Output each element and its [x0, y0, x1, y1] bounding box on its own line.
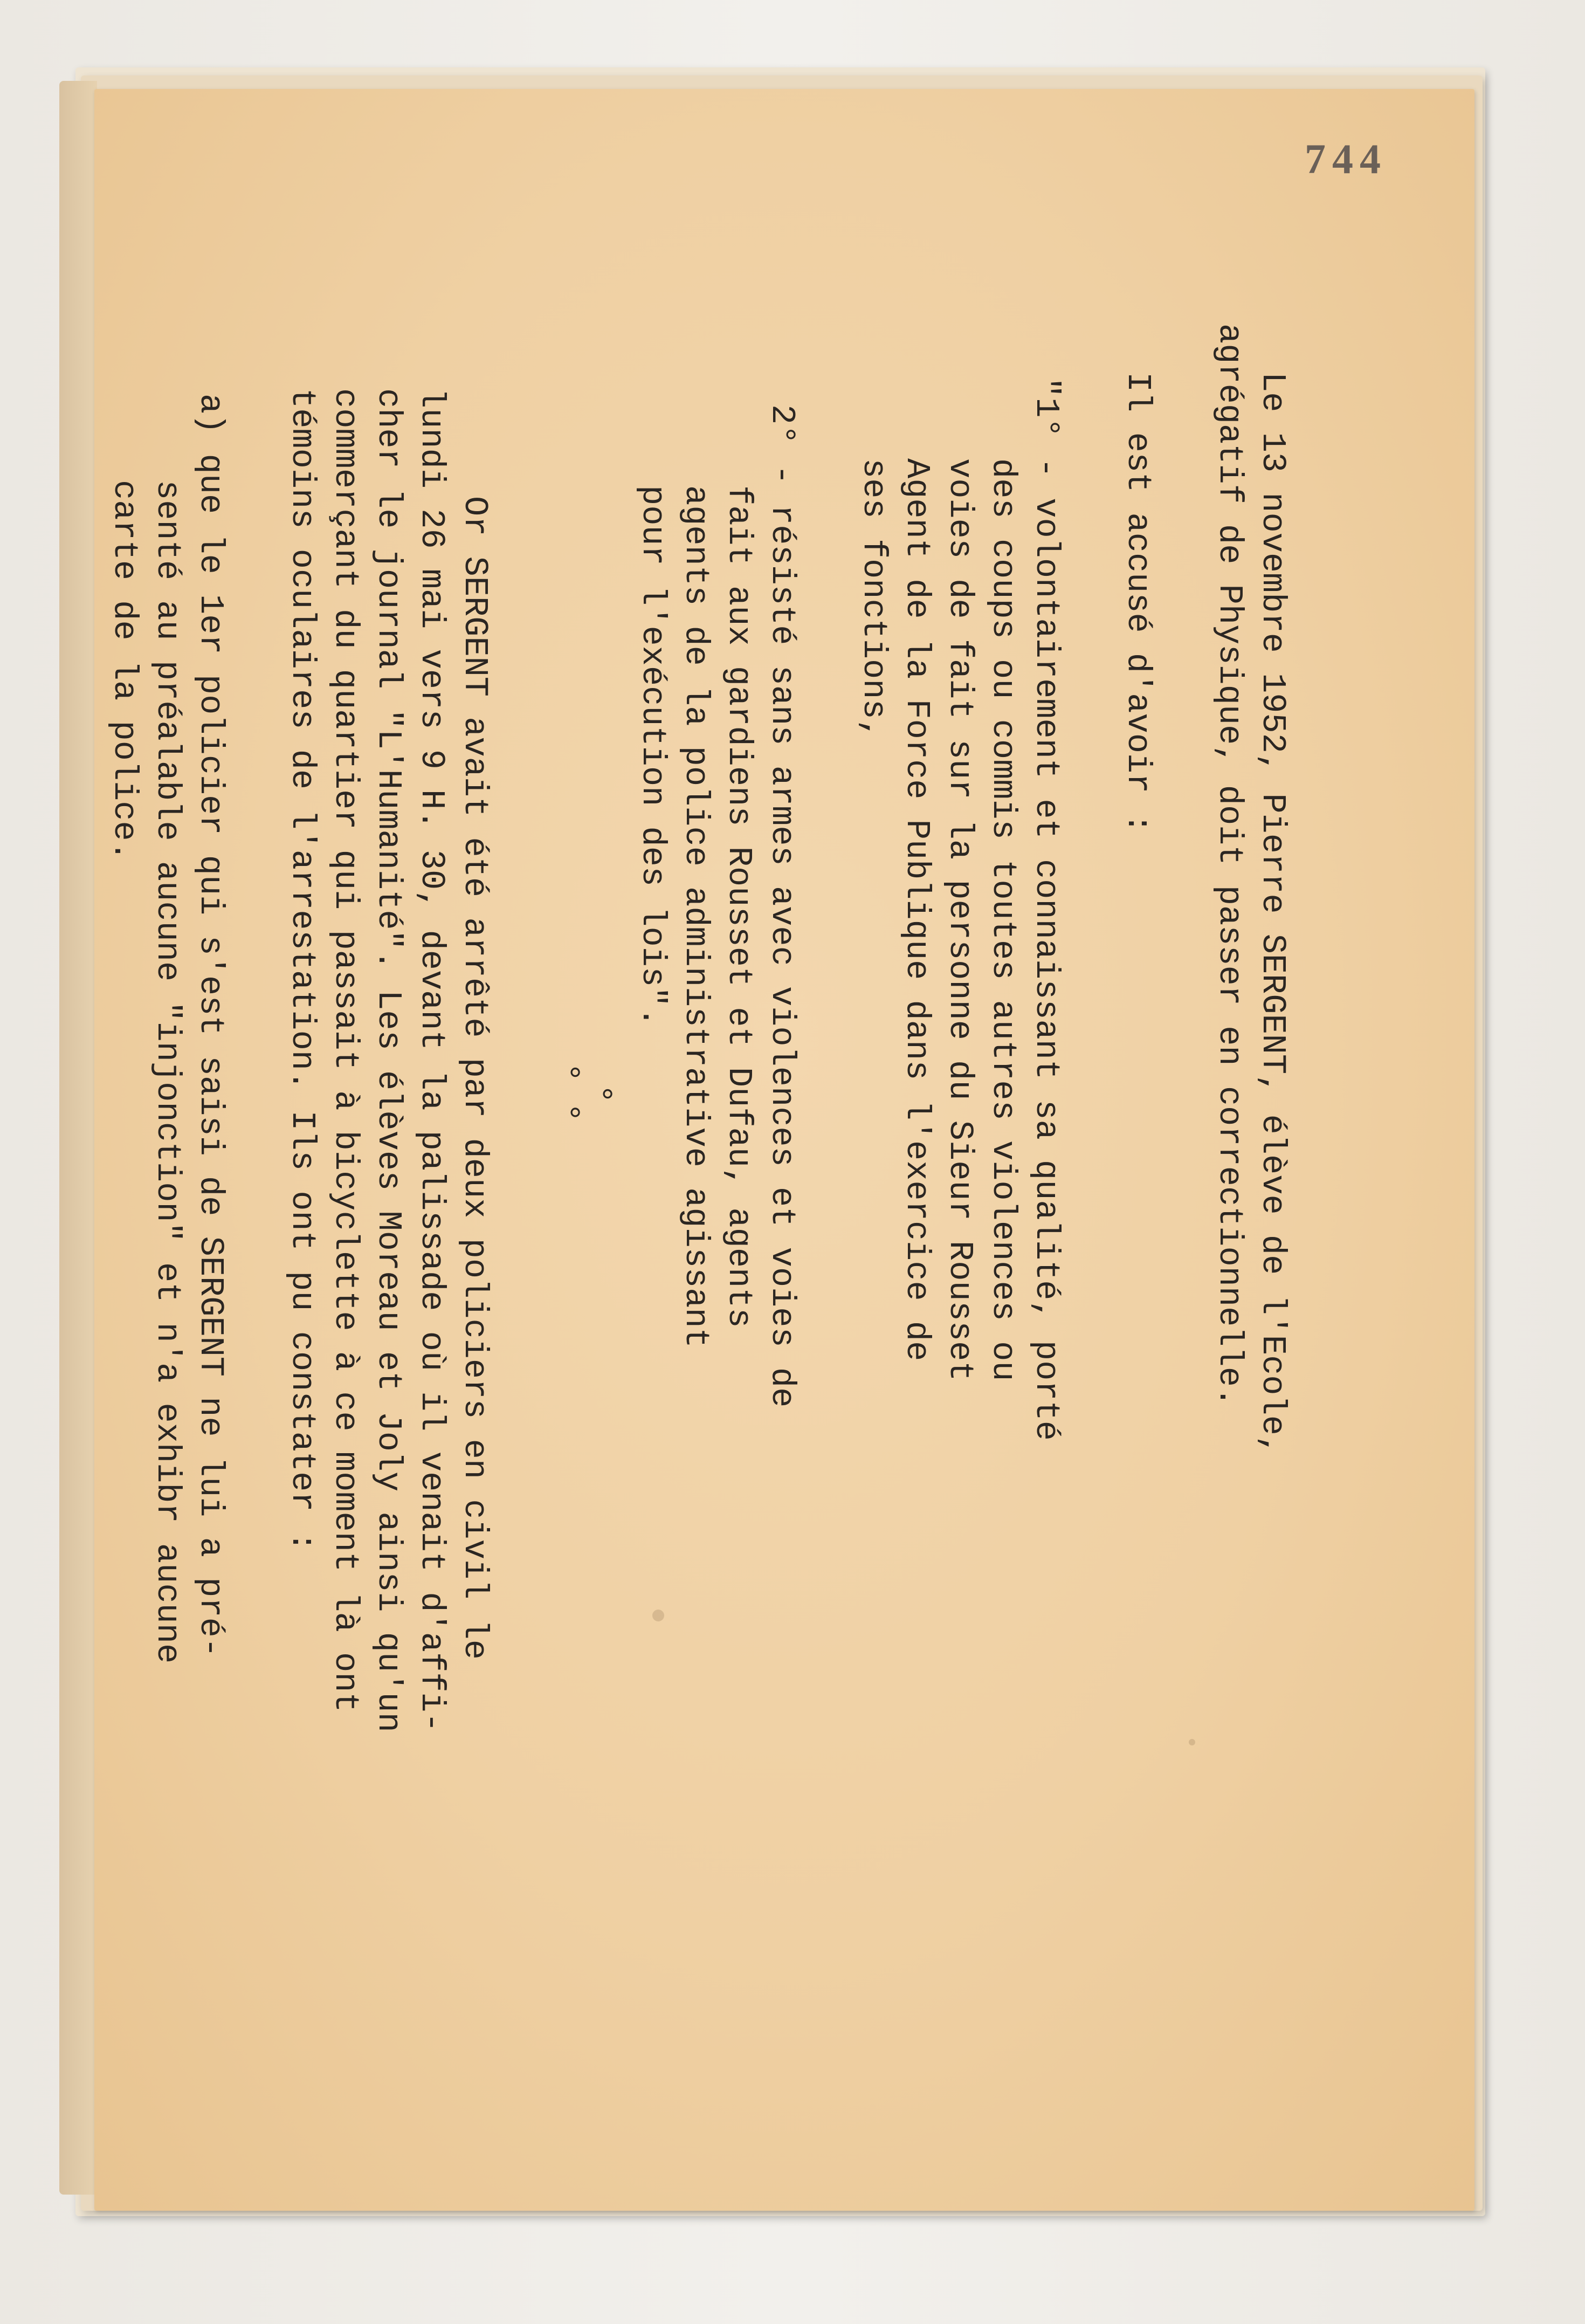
charge-1-line: voies de fait sur la personne du Sieur Rousset — [941, 458, 979, 1381]
point-a-line: a) que le 1er policier qui s'est saisi de SERGENT ne lui a pré- — [191, 394, 230, 1658]
charge-1-line: des coups ou commis toutes autres violences ou — [984, 458, 1022, 1381]
paragraph-2-line: lundi 26 mai vers 9 H. 30, devant la palissade où il venait d'affi- — [412, 388, 451, 1732]
charge-2-line: agents de la police administrative agissant — [677, 485, 715, 1348]
separator-mark: ° ° — [547, 1062, 585, 1123]
charge-2-line: pour l'exécution des lois". — [633, 485, 672, 1027]
charge-1-line: Agent de la Force Publique dans l'exercice de — [898, 458, 936, 1362]
text-frame — [65, 324, 1294, 2049]
point-a-line: carte de la police. — [105, 480, 143, 861]
intro-line: Il est accusé d'avoir : — [1119, 372, 1157, 834]
point-a-line: senté au préalable aucune "injonction" et n'a exhibr aucune — [148, 480, 187, 1664]
charge-1-line: ses fonctions, — [854, 458, 893, 739]
paragraph-2-line: témoins oculaires de l'arrestation. Ils ont pu constater : — [283, 388, 321, 1552]
separator-mark: ° — [580, 1084, 618, 1104]
typewritten-text — [65, 324, 1294, 2038]
charge-1-line: "1° - volontairement et connaissant sa qualité, porté — [1027, 377, 1065, 1441]
paragraph-1-line: Le 13 novembre 1952, Pierre SERGENT, élève de l'Ecole, — [1253, 372, 1292, 1456]
paragraph-2-line: cher le journal "L'Humanité". Les élèves Moreau et Joly ainsi qu'un — [369, 388, 408, 1732]
paragraph-1-line: agrégatif de Physique, doit passer en correctionnelle. — [1210, 324, 1249, 1407]
page-number: 744 — [1305, 135, 1387, 182]
paragraph-2-line: Or SERGENT avait été arrêté par deux policiers en civil le — [456, 496, 494, 1660]
charge-2-line: fait aux gardiens Rousset et Dufau, agents — [720, 485, 758, 1328]
paragraph-2-line: commerçant du quartier qui passait à bicyclette à ce moment là ont — [326, 388, 364, 1713]
charge-2-line: 2° - résisté sans armes avec violences et voies de — [763, 404, 801, 1408]
